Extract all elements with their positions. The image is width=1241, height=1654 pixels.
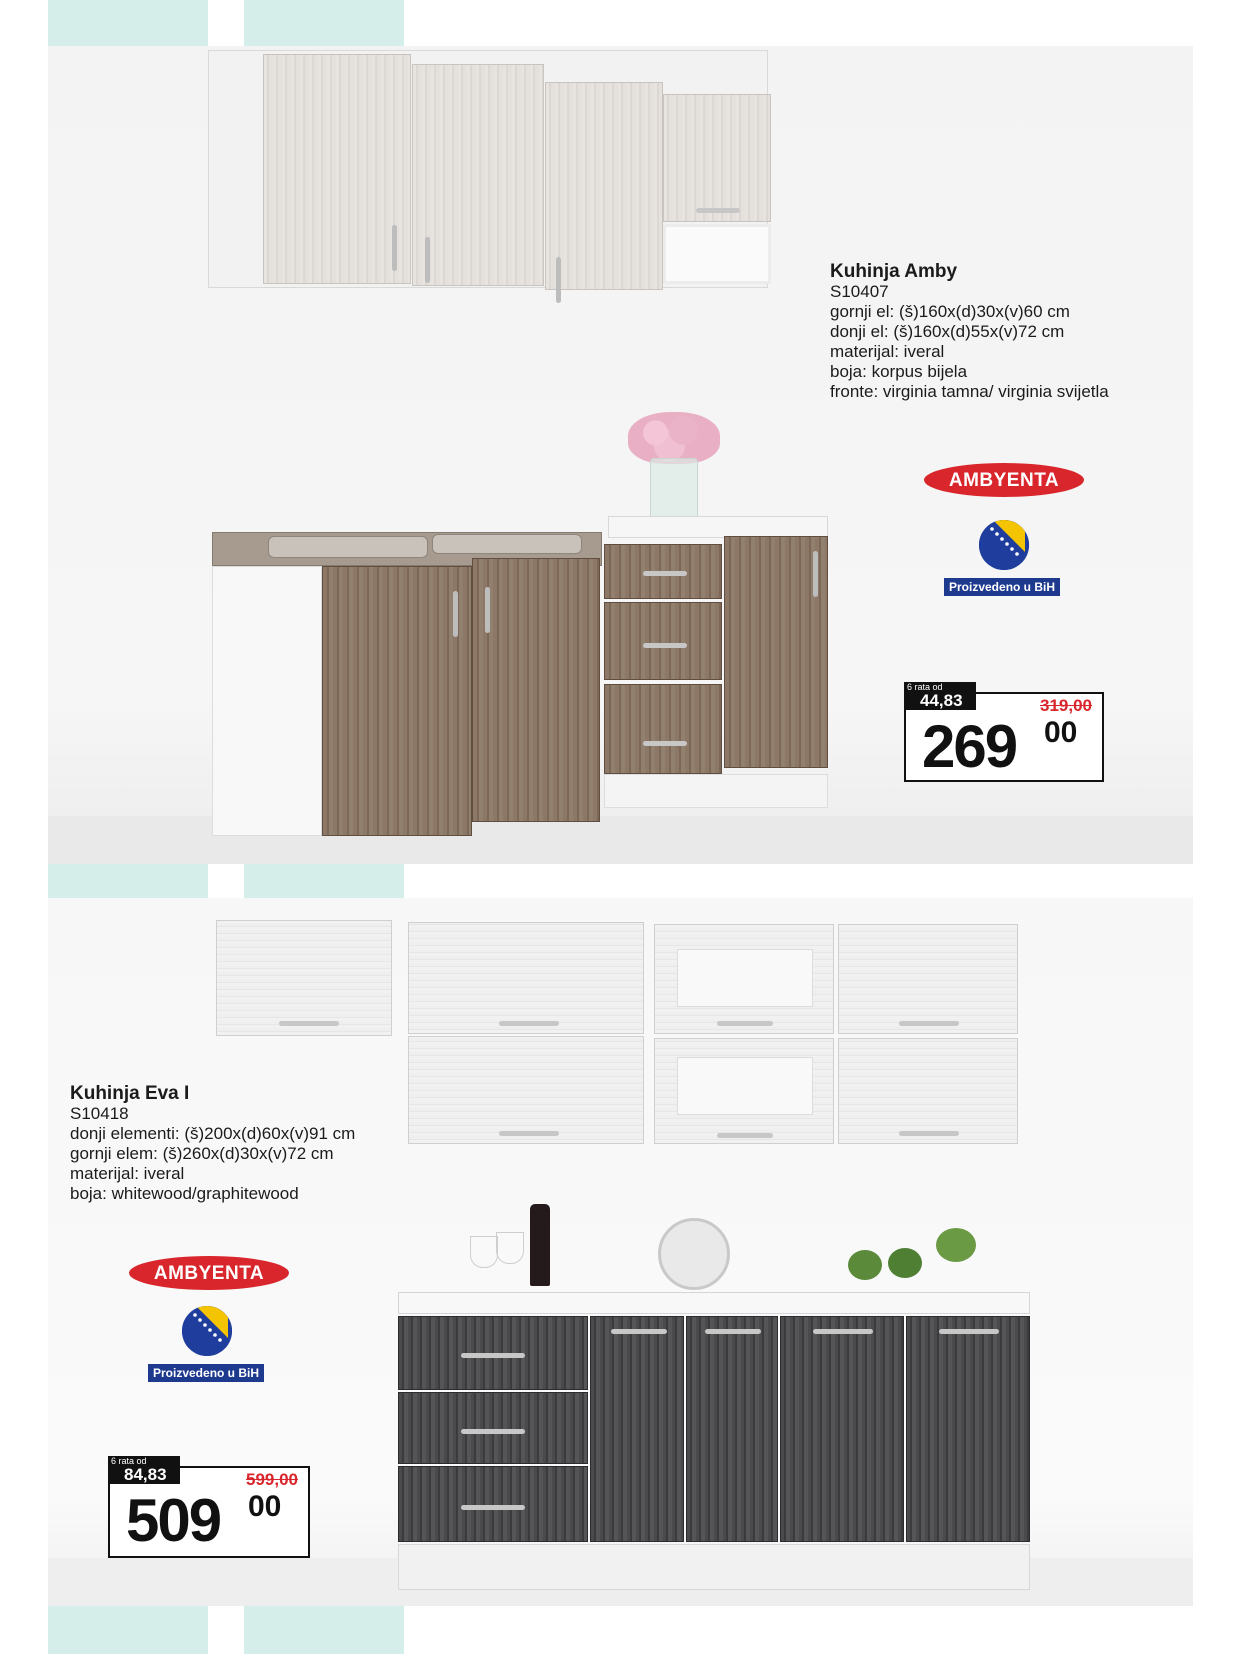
plant-pot bbox=[888, 1248, 922, 1278]
installment-label: 6 rata od bbox=[907, 682, 943, 692]
drawer bbox=[604, 544, 722, 599]
installment-amount: 44,83 bbox=[920, 691, 963, 710]
installment-amount: 84,83 bbox=[124, 1465, 167, 1484]
product-title: Kuhinja Eva I bbox=[70, 1083, 190, 1104]
installment-tag bbox=[108, 1456, 180, 1484]
price-tag bbox=[904, 682, 1104, 782]
upper-cabinet-door bbox=[412, 64, 544, 286]
spec-line: donji el: (š)160x(d)55x(v)72 cm bbox=[830, 322, 1065, 341]
sink-basin bbox=[432, 534, 582, 554]
product-specs bbox=[830, 262, 1210, 402]
spec-line: boja: korpus bijela bbox=[830, 362, 968, 381]
accent-tab bbox=[244, 864, 404, 898]
spec-line: materijal: iveral bbox=[830, 342, 945, 361]
price-integer: 269 bbox=[922, 713, 1017, 780]
brand-logo bbox=[129, 1256, 289, 1290]
upper-cabinet-flap bbox=[408, 922, 644, 1034]
installment-tag bbox=[904, 682, 976, 710]
price-decimals: 00 bbox=[1044, 716, 1078, 749]
base-cabinet-door bbox=[780, 1316, 904, 1542]
spec-line: donji elementi: (š)200x(d)60x(v)91 cm bbox=[70, 1124, 356, 1143]
countertop bbox=[608, 516, 828, 538]
brand-name: AMBYENTA bbox=[153, 1263, 265, 1284]
drawer bbox=[398, 1392, 588, 1464]
plinth bbox=[604, 774, 828, 808]
drawer bbox=[398, 1466, 588, 1542]
plinth bbox=[398, 1544, 1030, 1590]
accent-tab bbox=[244, 1606, 404, 1654]
bih-flag-icon bbox=[182, 1306, 232, 1356]
product-specs bbox=[70, 1084, 450, 1204]
product-code: S10407 bbox=[830, 282, 889, 301]
upper-cabinet-flap bbox=[663, 94, 771, 222]
flower-bouquet bbox=[628, 412, 720, 464]
made-in-bih-badge: Proizvedeno u BiH bbox=[148, 1364, 264, 1382]
spec-line: gornji el: (š)160x(d)30x(v)60 cm bbox=[830, 302, 1070, 321]
accent-tab bbox=[48, 864, 208, 898]
spec-line: gornji elem: (š)260x(d)30x(v)72 cm bbox=[70, 1144, 334, 1163]
base-cabinet-door bbox=[906, 1316, 1030, 1542]
spec-line: fronte: virginia tamna/ virginia svijetla bbox=[830, 382, 1109, 401]
upper-cabinet-flap bbox=[838, 924, 1018, 1034]
product-code: S10418 bbox=[70, 1104, 129, 1123]
old-price: 599,00 bbox=[246, 1470, 298, 1489]
wine-glass bbox=[496, 1232, 524, 1264]
spec-line: boja: whitewood/graphitewood bbox=[70, 1184, 299, 1203]
sink-basin bbox=[268, 536, 428, 558]
old-price: 319,00 bbox=[1040, 696, 1092, 715]
drawer bbox=[604, 684, 722, 774]
dish-rack bbox=[658, 1218, 730, 1290]
base-cabinet-door bbox=[322, 566, 472, 836]
wine-glass bbox=[470, 1236, 498, 1268]
drawer bbox=[604, 602, 722, 680]
plant-pot bbox=[848, 1250, 882, 1280]
wine-bottle bbox=[530, 1204, 550, 1286]
product-title: Kuhinja Amby bbox=[830, 261, 958, 282]
cabinet-side-panel bbox=[212, 566, 322, 836]
price-tag bbox=[108, 1456, 310, 1558]
base-cabinet-door bbox=[590, 1316, 684, 1542]
spec-line: materijal: iveral bbox=[70, 1164, 185, 1183]
price-integer: 509 bbox=[126, 1487, 221, 1554]
open-shelf bbox=[663, 224, 771, 284]
accent-tab bbox=[48, 1606, 208, 1654]
countertop bbox=[398, 1292, 1030, 1314]
drawer bbox=[398, 1316, 588, 1390]
installment-label: 6 rata od bbox=[111, 1456, 147, 1466]
bih-flag-icon bbox=[979, 520, 1029, 570]
price-decimals: 00 bbox=[248, 1490, 282, 1523]
upper-cabinet-flap bbox=[838, 1038, 1018, 1144]
upper-cabinet-door bbox=[545, 82, 663, 290]
base-cabinet-door bbox=[686, 1316, 778, 1542]
accent-tab bbox=[244, 0, 404, 46]
glass-cabinet-door bbox=[654, 1038, 834, 1144]
glass-cabinet-door bbox=[654, 924, 834, 1034]
brand-name: AMBYENTA bbox=[948, 470, 1060, 491]
brand-logo bbox=[924, 463, 1084, 497]
upper-cabinet-flap bbox=[216, 920, 392, 1036]
base-cabinet-door bbox=[472, 558, 600, 822]
accent-tab bbox=[48, 0, 208, 46]
made-in-bih-badge: Proizvedeno u BiH bbox=[944, 578, 1060, 596]
base-cabinet-door bbox=[724, 536, 828, 768]
plant-pot bbox=[936, 1228, 976, 1262]
upper-cabinet-door bbox=[263, 54, 411, 284]
